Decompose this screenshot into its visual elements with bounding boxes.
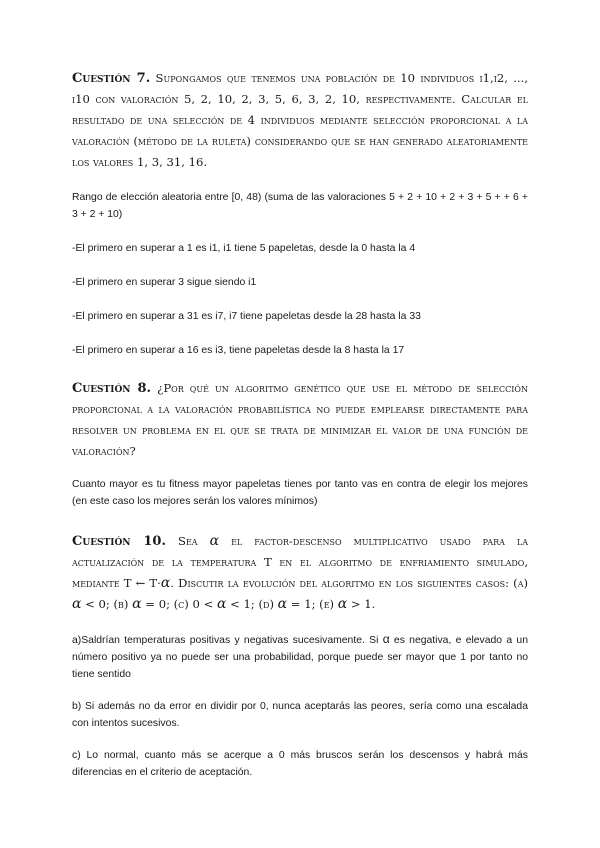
answer-7-line-1: -El primero en superar a 1 es i1, i1 tiene 5 papeletas, desde la 0 hasta la 4 [72,243,416,254]
question-10-text-6: < 1; (d) [226,597,278,611]
question-10-label: Cuestión 10. [72,534,166,549]
alpha-symbol: α [72,596,82,612]
alpha-symbol: α [132,596,142,612]
question-10-text-4: < 0; (b) [81,597,133,611]
answer-10-a [72,631,528,683]
question-7-text: Supongamos que tenemos una población de 10 individuos i1,i2, ..., i10 con valoración 5, 2, 10, 2, 3, 5, 6, 3, 2, 10, respectivamente. Calcular el resultado de una selección de 4 individuos mediante selección proporcional a la valoración (método de la ruleta) considerando que se han generado aleatoriamente los valores 1, 3, 31, 16. [72,71,528,169]
alpha-symbol: α [277,596,288,612]
answer-7-range: Rango de elección aleatoria entre [0, 48) (suma de las valoraciones 5 + 2 + 10 + 2 + 3 + 5 + + 6 + 3 + 2 + 10) [72,192,528,220]
alpha-symbol: α [382,632,390,646]
question-10-text-2: el factor-descenso multiplicativo usado para la actualización de la temperatura T en el algoritmo de enfriamiento simulado, mediante T ← T· [72,534,528,590]
question-10-text-3: . Discutir la evolución del algoritmo en los siguientes casos: (a) [170,576,528,590]
question-10-text-7: = 1; (e) [287,597,338,611]
answer-7-line-4: -El primero en superar a 16 es i3, tiene papeletas desde la 8 hasta la 17 [72,345,405,356]
question-8 [72,378,528,462]
question-10-text-1: Sea [166,534,210,548]
question-7-label: Cuestión 7. [72,71,151,86]
alpha-symbol: α [160,575,171,591]
question-10-text-5: = 0; (c) 0 < [141,597,217,611]
alpha-symbol: α [337,596,348,612]
answer-8: Cuanto mayor es tu fitness mayor papeletas tienes por tanto vas en contra de elegir los mejores (en este caso los mejores serán los valores mínimos) [72,479,528,507]
answer-10-c: c) Lo normal, cuanto más se acerque a 0 más bruscos serán los descensos y habrá más diferencias en el criterio de aceptación. [72,750,528,778]
alpha-symbol: α [216,596,227,612]
question-10-text-8: > 1. [347,597,376,611]
question-8-label: Cuestión 8. [72,381,152,396]
document-page [72,68,528,796]
answer-10-b: b) Si además no da error en dividir por 0, nunca aceptarás las peores, sería como una escalada con intentos sucesivos. [72,701,528,729]
answer-7-line-2: -El primero en superar 3 sigue siendo i1 [72,277,257,288]
question-7 [72,68,528,173]
question-8-text: ¿Por qué un algoritmo genético que use el método de selección proporcional a la valoración probabilística no puede emplearse directamente para resolver un problema en el que se trata de minimizar el valor de una función de valoración? [72,381,528,458]
answer-7-line-3: -El primero en superar a 31 es i7, i7 tiene papeletas desde la 28 hasta la 33 [72,311,421,322]
answer-10-a-text-2: es negativa, e elevado a un número positivo ya no puede ser una probabilidad, porque puede ser mayor que 1 por tanto no tiene sentido [72,635,528,680]
question-10 [72,531,528,615]
alpha-symbol: α [209,533,220,549]
answer-10-a-text-1: a)Saldrían temperaturas positivas y negativas sucesivamente. Si [72,635,383,646]
